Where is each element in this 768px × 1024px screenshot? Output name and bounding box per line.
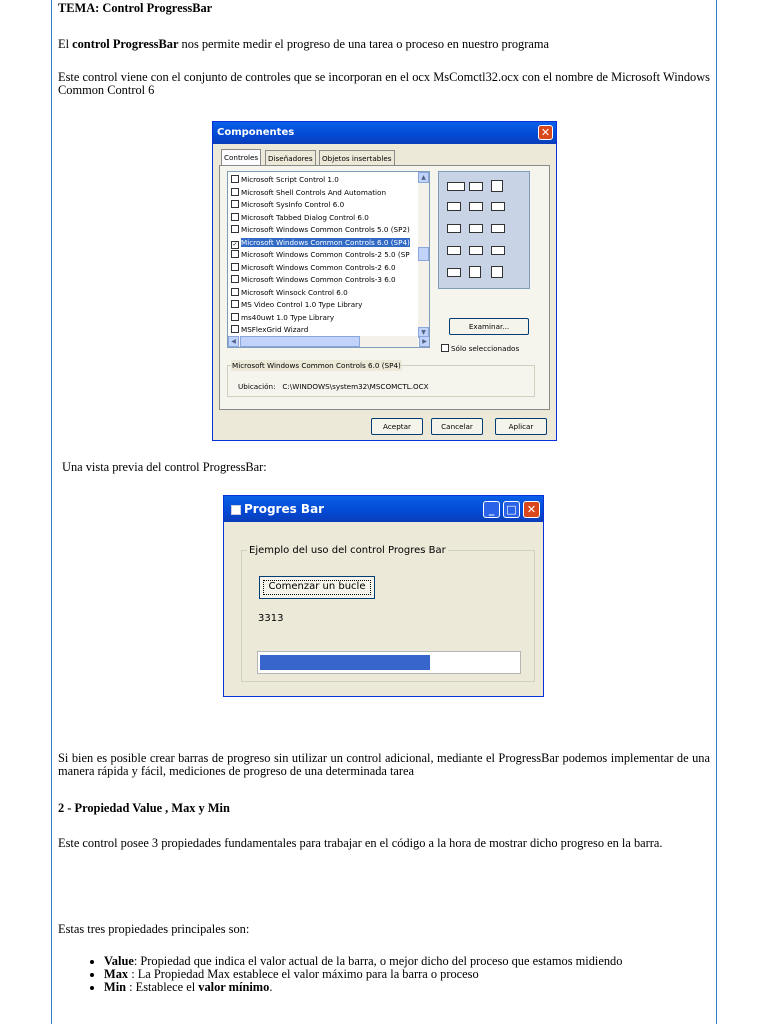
list-item[interactable]: [231, 237, 421, 249]
progress-value-label: 3313: [258, 613, 284, 624]
list-item-label: MSFlexGrid Wizard: [241, 325, 309, 334]
progress-window: [223, 495, 544, 697]
list-item-label: Microsoft Windows Common Controls-2 6.0: [241, 262, 396, 272]
listview-icon: [491, 202, 505, 211]
checked-checkbox-icon[interactable]: ✓: [232, 240, 238, 248]
list-item-label: ms40uwt 1.0 Type Library: [241, 312, 335, 322]
list-item-label: Microsoft SysInfo Control 6.0: [241, 200, 345, 209]
example-group: [241, 545, 535, 682]
picture-icon: [469, 266, 481, 278]
tab-controles[interactable]: Controles: [221, 149, 261, 165]
treeview-icon: [469, 224, 483, 233]
scroll-thumb[interactable]: [418, 247, 429, 261]
list-item-min: • Min : Establece el valor mínimo.: [104, 981, 704, 994]
checkbox-icon[interactable]: [231, 275, 239, 283]
list-item[interactable]: [231, 287, 421, 299]
progressbar-paragraph: Si bien es posible crear barras de progreso sin utilizar un control adicional, mediante el ProgressBar podemos implementar de una manera rápida y fácil, mediciones de progreso de una determinada tarea: [58, 751, 710, 778]
list-item[interactable]: [231, 224, 421, 236]
list-item[interactable]: [231, 249, 421, 261]
minimize-icon[interactable]: _: [483, 501, 500, 518]
dots-icon: [447, 268, 461, 277]
hierarchy-icon: [469, 246, 483, 255]
checkbox-icon[interactable]: [231, 313, 239, 321]
checkbox-icon[interactable]: [231, 263, 239, 271]
section-heading: 2 - Propiedad Value , Max y Min: [58, 801, 230, 815]
list-item-label: Microsoft Tabbed Dialog Control 6.0: [241, 212, 369, 222]
horizontal-scrollbar[interactable]: [228, 336, 427, 347]
list-item[interactable]: [231, 312, 421, 324]
checkbox-icon[interactable]: [441, 344, 449, 352]
list-item[interactable]: [231, 299, 421, 311]
list-item-label: Microsoft Windows Common Controls 5.0 (SP2): [241, 225, 410, 234]
apply-button[interactable]: Aplicar: [495, 418, 547, 435]
list-item[interactable]: [231, 274, 421, 286]
tab-objetos-insertables[interactable]: Objetos insertables: [319, 150, 395, 165]
list-item-max: • Max : La Propiedad Max establece el valor máximo para la barra o proceso: [104, 968, 704, 981]
slider-icon: [469, 202, 483, 211]
progress-bar: [257, 651, 521, 674]
control-preview: [438, 171, 530, 289]
selected-only-checkbox[interactable]: Sólo seleccionados: [441, 344, 519, 354]
group-label: Microsoft Windows Common Controls 6.0 (SP4): [232, 361, 401, 370]
properties-intro: Estas tres propiedades principales son:: [58, 922, 250, 936]
close-icon[interactable]: ✕: [538, 125, 553, 140]
color-icon: [491, 246, 505, 255]
list-item[interactable]: [231, 199, 421, 211]
list-item[interactable]: [231, 174, 421, 186]
list-item-label: Microsoft Windows Common Controls-3 6.0: [241, 275, 396, 284]
properties-list: [58, 955, 704, 994]
calendar-icon: [491, 266, 503, 278]
grid-icon: [491, 180, 503, 192]
intro-paragraph: El control ProgressBar nos permite medir el progreso de una tarea o proceso en nuestro programa: [58, 37, 550, 51]
progressbar-icon: [447, 202, 461, 211]
vertical-scrollbar[interactable]: [418, 172, 429, 338]
checkbox-icon[interactable]: [231, 175, 239, 183]
checkbox-icon[interactable]: [231, 250, 239, 258]
scroll-down-icon[interactable]: ▼: [418, 327, 429, 338]
close-icon[interactable]: ✕: [523, 501, 540, 518]
statusbar-icon: [469, 182, 483, 191]
checkbox-icon[interactable]: [231, 288, 239, 296]
tab-disenadores[interactable]: Diseñadores: [265, 150, 316, 165]
tabstrip-icon: [491, 224, 505, 233]
list-item-label: Microsoft Windows Common Controls-2 5.0 (SP: [241, 250, 410, 259]
scroll-right-icon[interactable]: ▶: [419, 336, 430, 347]
browse-button[interactable]: Examinar...: [449, 318, 529, 335]
list-item[interactable]: [231, 262, 421, 274]
progress-fill: [260, 655, 430, 670]
checkbox-icon[interactable]: [231, 225, 239, 233]
toolbar-icon: [447, 182, 465, 191]
list-item[interactable]: [231, 324, 421, 336]
list-item-label: Microsoft Script Control 1.0: [241, 175, 339, 184]
example-group-label: Ejemplo del uso del control Progres Bar: [249, 545, 446, 556]
progress-window-title: Progres Bar: [224, 496, 543, 522]
checkbox-icon[interactable]: [231, 213, 239, 221]
properties-paragraph: Este control posee 3 propiedades fundamentales para trabajar en el código a la hora de mostrar dicho progreso en la barra.: [58, 836, 663, 850]
ocx-paragraph: Este control viene con el conjunto de controles que se incorporan en el ocx MsComctl32.ocx con el nombre de Microsoft Windows Common Control 6: [58, 70, 710, 97]
focus-rect: [263, 580, 371, 595]
list-item-label: Microsoft Winsock Control 6.0: [241, 287, 348, 297]
list-item[interactable]: [231, 187, 421, 199]
checkbox-icon[interactable]: [231, 300, 239, 308]
maximize-icon[interactable]: □: [503, 501, 520, 518]
list-item-label: Microsoft Windows Common Controls 6.0 (SP4): [241, 237, 410, 247]
list-item-label: Microsoft Shell Controls And Automation: [241, 187, 387, 197]
components-dialog: [212, 121, 557, 441]
app-icon: [231, 505, 241, 515]
imagecombo-icon: [447, 246, 461, 255]
checkbox-icon[interactable]: [231, 188, 239, 196]
hscroll-thumb[interactable]: [240, 336, 360, 347]
cancel-button[interactable]: Cancelar: [431, 418, 483, 435]
location-text: Ubicación: C:\WINDOWS\system32\MSCOMCTL.OCX: [238, 382, 429, 391]
ok-button[interactable]: Aceptar: [371, 418, 423, 435]
component-list[interactable]: [227, 171, 430, 348]
dialog-title: Componentes: [213, 122, 556, 144]
scroll-up-icon[interactable]: ▲: [418, 172, 429, 183]
topic-title: TEMA: Control ProgressBar: [58, 1, 213, 15]
start-loop-button[interactable]: Comenzar un bucle: [259, 576, 375, 599]
imagelist-icon: [447, 224, 461, 233]
list-item-value: • Value: Propiedad que indica el valor actual de la barra, o mejor dicho del proceso que estamos midiendo: [104, 955, 704, 968]
component-info-group: [227, 361, 535, 397]
scroll-left-icon[interactable]: ◀: [228, 336, 239, 347]
checkbox-icon[interactable]: [231, 325, 239, 333]
preview-caption: Una vista previa del control ProgressBar:: [62, 460, 267, 474]
list-item[interactable]: [231, 212, 421, 224]
list-item-label: MS Video Control 1.0 Type Library: [241, 300, 363, 309]
checkbox-icon[interactable]: [231, 200, 239, 208]
